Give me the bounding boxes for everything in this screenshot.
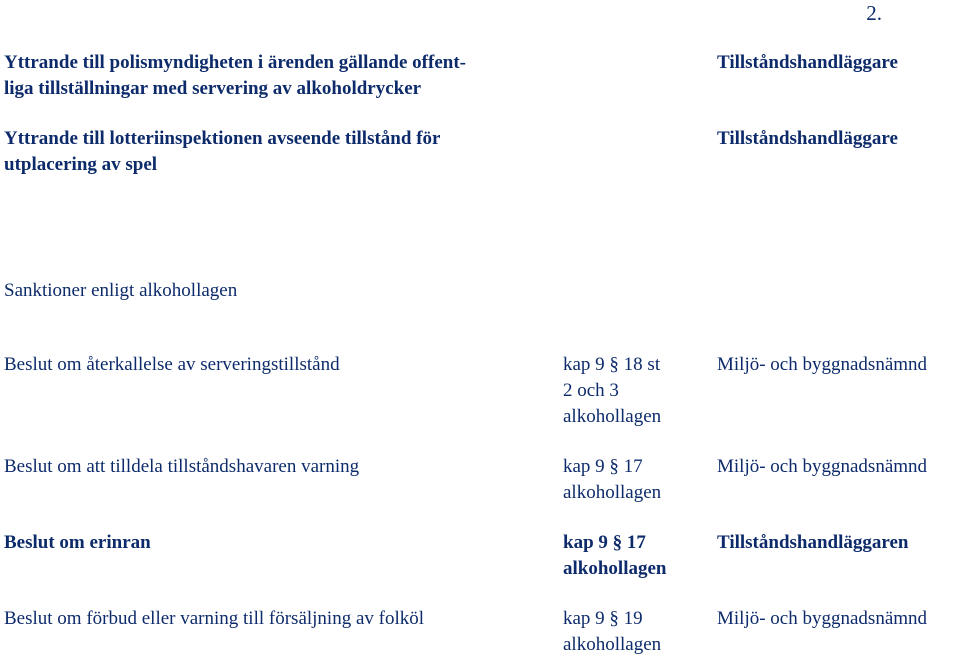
matter-line: Yttrande till lotteriinspektionen avseende tillstånd för: [4, 128, 441, 149]
section-heading: Sanktioner enligt alkohollagen: [4, 280, 238, 301]
matter-line: utplacering av spel: [4, 154, 158, 175]
delegate-police: Tillståndshandläggare: [717, 52, 898, 73]
sanction-matter-revocation: Beslut om återkallelse av serveringstillstånd: [4, 354, 340, 375]
sanction-delegate-reminder: Tillståndshandläggaren: [717, 532, 909, 553]
page-number: 2.: [866, 1, 882, 25]
matter-line: Yttrande till polismyndigheten i ärenden gällande offent-: [4, 52, 466, 73]
sanction-matter-folkol: Beslut om förbud eller varning till försäljning av folköl: [4, 608, 425, 629]
sanction-delegate-folkol: Miljö- och byggnadsnämnd: [717, 608, 928, 629]
reference-line: kap 9 § 18 st: [563, 354, 661, 375]
sanction-reference-reminder: [563, 530, 666, 582]
reference-line: 2 och 3: [563, 380, 619, 401]
reference-line: alkohollagen: [563, 482, 662, 503]
reference-line: kap 9 § 19: [563, 608, 643, 629]
sanction-reference-warning: [563, 454, 661, 506]
delegate-lottery: Tillståndshandläggare: [717, 128, 898, 149]
reference-line: alkohollagen: [563, 634, 662, 655]
sanction-reference-revocation: [563, 352, 661, 430]
sanction-matter-reminder: Beslut om erinran: [4, 532, 151, 553]
sanction-matter-warning: Beslut om att tilldela tillståndshavaren varning: [4, 456, 360, 477]
sanction-delegate-revocation: Miljö- och byggnadsnämnd: [717, 354, 928, 375]
reference-line: alkohollagen: [563, 558, 667, 579]
reference-line: alkohollagen: [563, 406, 662, 427]
delegation-matter-lottery: [4, 126, 544, 178]
matter-line: liga tillställningar med servering av alkoholdrycker: [4, 78, 422, 99]
sanction-delegate-warning: Miljö- och byggnadsnämnd: [717, 456, 928, 477]
delegation-matter-police: [4, 50, 544, 102]
reference-line: kap 9 § 17: [563, 456, 643, 477]
sanction-reference-folkol: [563, 606, 661, 658]
reference-line: kap 9 § 17: [563, 532, 646, 553]
